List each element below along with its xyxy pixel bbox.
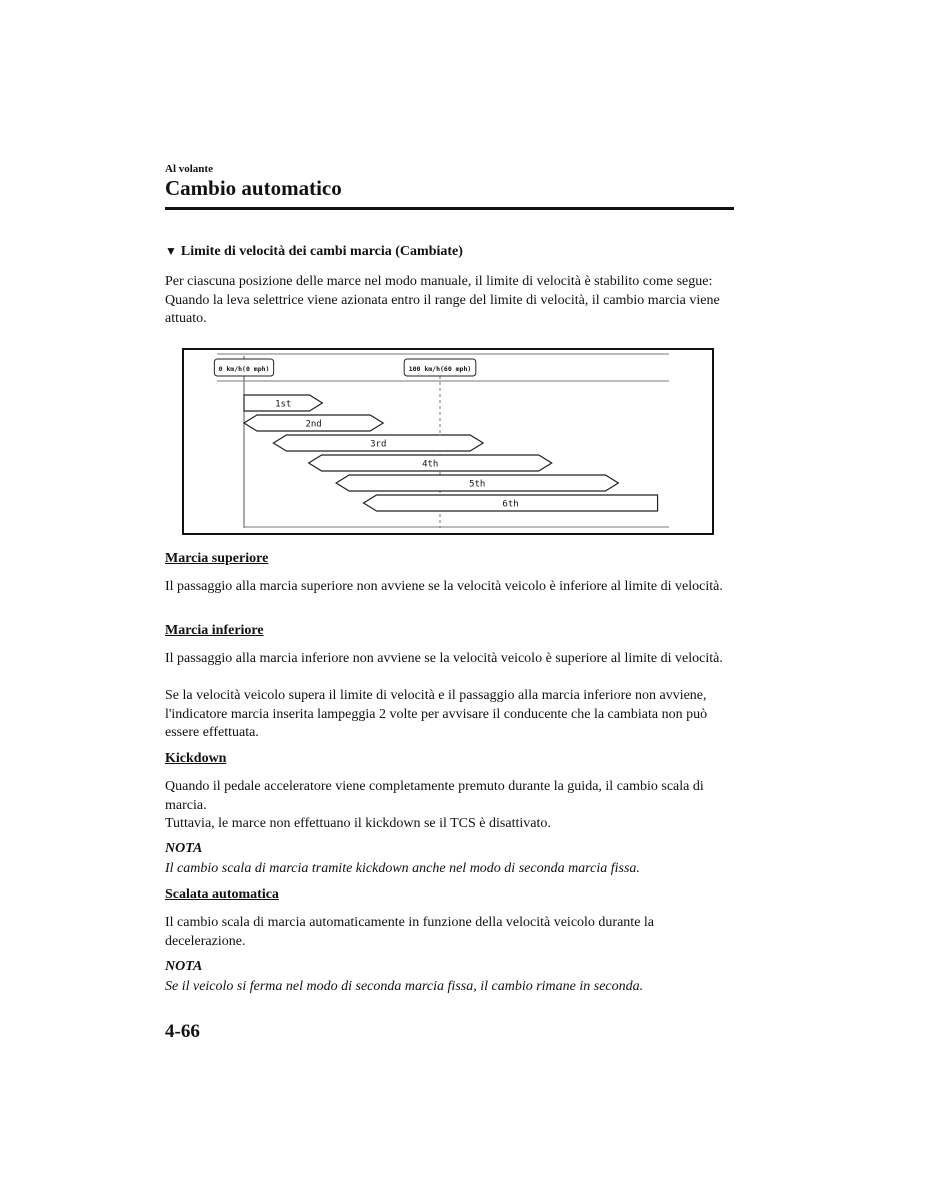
subsection-heading-marcia-inferiore: Marcia inferiore [165,623,264,638]
gear-speed-chart [182,348,714,535]
section-heading [165,244,463,260]
gear-bar-4th [309,455,552,471]
gear-bar-label-5th: 5th [469,479,486,490]
triangle-down-icon: ▼ [165,244,177,258]
paragraph-marcia-inferiore-1: Il passaggio alla marcia inferiore non avviene se la velocità veicolo è superiore al limite di velocità. [165,651,723,666]
breadcrumb: Al volante [165,163,213,175]
subsection-heading-kickdown: Kickdown [165,751,227,766]
paragraph-kickdown-2: Tuttavia, le marce non effettuano il kickdown se il TCS è disattivato. [165,816,551,831]
paragraph-kickdown-1: Quando il pedale acceleratore viene completamente premuto durante la guida, il cambio scala di marcia. [165,779,704,813]
intro-paragraph: Per ciascuna posizione delle marce nel modo manuale, il limite di velocità è stabilito come segue: Quando la leva selettrice viene azionata entro il range del limite di velocità, il cambio marcia viene attuato. [165,274,720,326]
page-number: 4-66 [165,1021,200,1042]
gear-bar-3rd [273,435,483,451]
title-rule [165,207,734,210]
gear-bar-1st [244,395,322,411]
page-title: Cambio automatico [165,176,342,200]
note-text-scalata: Se il veicolo si ferma nel modo di seconda marcia fissa, il cambio rimane in seconda. [165,979,644,994]
paragraph-marcia-superiore: Il passaggio alla marcia superiore non avviene se la velocità veicolo è inferiore al limite di velocità. [165,579,723,594]
note-label-kickdown: NOTA [165,841,203,856]
gear-bar-label-3rd: 3rd [370,439,387,450]
note-label-scalata: NOTA [165,959,203,974]
gear-bar-2nd [244,415,383,431]
paragraph-scalata-automatica: Il cambio scala di marcia automaticamente in funzione della velocità veicolo durante la decelerazione. [165,915,655,949]
gear-bar-5th [336,475,618,491]
gear-bar-label-4th: 4th [422,459,439,470]
gear-bar-6th [364,495,658,511]
gear-bar-label-6th: 6th [502,499,519,510]
subsection-heading-marcia-superiore: Marcia superiore [165,551,269,566]
section-heading-text: Limite di velocità dei cambi marcia (Cambiate) [180,244,463,259]
subsection-heading-scalata-automatica: Scalata automatica [165,887,279,902]
paragraph-marcia-inferiore-2: Se la velocità veicolo supera il limite di velocità e il passaggio alla marcia inferiore non avviene, l'indicatore marcia inserita lampeggia 2 volte per avvisare il conducente che la cambiata non può essere effettuata. [165,688,708,740]
gear-bar-label-1st: 1st [275,399,292,410]
gear-bar-label-2nd: 2nd [305,419,322,430]
x-marker-label-0: 0 km/h(0 mph) [218,365,270,373]
x-marker-0 [214,359,273,376]
note-text-kickdown: Il cambio scala di marcia tramite kickdown anche nel modo di seconda marcia fissa. [165,861,640,876]
x-marker-label-1: 100 km/h(60 mph) [408,365,472,373]
